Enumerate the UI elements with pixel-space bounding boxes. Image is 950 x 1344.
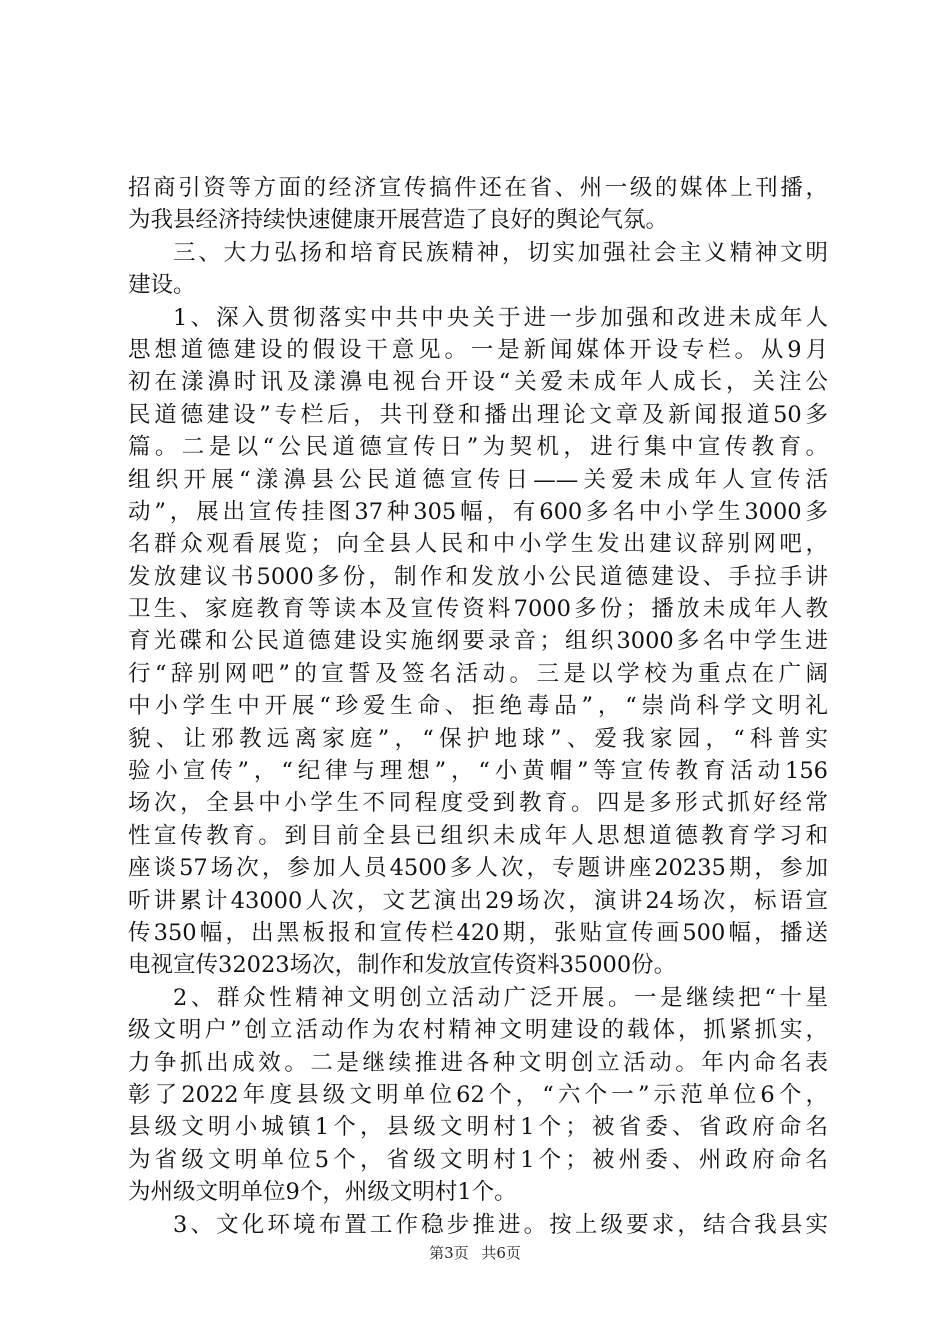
text-line: 思想道德建设的假设干意见。一是新闻媒体开设专栏。从9月 — [128, 336, 828, 363]
text-line: 县级文明小城镇1个，县级文明村1个；被省委、省政府命名 — [128, 1114, 828, 1141]
text-line: 场次，全县中小学生不同程度受到教育。四是多形式抓好经常 — [128, 790, 828, 817]
text-line: 三、大力弘扬和培育民族精神，切实加强社会主义精神文明 — [173, 239, 828, 266]
document-body — [128, 172, 828, 1241]
page-total: 共6页 — [481, 1244, 521, 1262]
text-line: 名群众观看展览；向全县人民和中小学生发出建议辞别网吧， — [128, 531, 828, 558]
text-line: 2、群众性精神文明创立活动广泛开展。一是继续把“十星 — [173, 984, 828, 1011]
text-line: 彰了2022年度县级文明单位62个，“六个一”示范单位6个， — [128, 1081, 828, 1108]
text-line: 动”，展出宣传挂图37种305幅，有600多名中小学生3000多 — [128, 498, 828, 525]
page-number: 第3页 — [429, 1244, 469, 1262]
text-line: 卫生、家庭教育等读本及宣传资料7000多份；播放未成年人教 — [128, 596, 828, 623]
text-line: 貌、让邪教远离家庭”，“保护地球”、爱我家园，“科普实 — [128, 725, 828, 752]
text-line: 初在漾濞时讯及漾濞电视台开设“关爱未成年人成长，关注公 — [128, 369, 828, 396]
text-line: 为州级文明单位9个，州级文明村1个。 — [128, 1179, 517, 1206]
text-line: 1、深入贯彻落实中共中央关于进一步加强和改进未成年人 — [173, 304, 828, 331]
text-line: 传350幅，出黑板报和宣传栏420期，张贴宣传画500幅，播送 — [128, 919, 828, 946]
text-line: 招商引资等方面的经济宣传搞件还在省、州一级的媒体上刊播， — [128, 175, 828, 201]
text-line: 为省级文明单位5个，省级文明村1个；被州委、州政府命名 — [128, 1146, 828, 1173]
text-line: 为我县经济持续快速健康开展营造了良好的舆论气氛。 — [128, 207, 669, 234]
text-line: 建设。 — [128, 272, 196, 299]
text-line: 3、文化环境布置工作稳步推进。按上级要求，结合我县实 — [173, 1211, 828, 1238]
text-line: 级文明户”创立活动作为农村精神文明建设的载体，抓紧抓实， — [128, 1017, 828, 1044]
text-line: 座谈57场次，参加人员4500多人次，专题讲座20235期，参加 — [128, 855, 828, 882]
text-line: 发放建议书5000多份，制作和发放小公民道德建设、手拉手讲 — [128, 563, 828, 590]
page-footer — [0, 1242, 950, 1263]
text-line: 民道德建设”专栏后，共刊登和播出理论文章及新闻报道50多 — [128, 401, 828, 428]
text-line: 验小宣传”，“纪律与理想”，“小黄帽”等宣传教育活动156 — [128, 758, 828, 785]
text-line: 听讲累计43000人次，文艺演出29场次，演讲24场次，标语宣 — [128, 887, 828, 914]
text-line: 育光碟和公民道德建设实施纲要录音；组织3000多名中学生进 — [128, 628, 828, 655]
text-line: 性宣传教育。到目前全县已组织未成年人思想道德教育学习和 — [128, 822, 828, 849]
text-line: 行“辞别网吧”的宣誓及签名活动。三是以学校为重点在广阔 — [128, 660, 828, 687]
text-line: 中小学生中开展“珍爱生命、拒绝毒品”，“崇尚科学文明礼 — [128, 693, 828, 720]
text-line: 力争抓出成效。二是继续推进各种文明创立活动。年内命名表 — [128, 1049, 828, 1076]
text-line: 组织开展“漾濞县公民道德宣传日——关爱未成年人宣传活 — [128, 466, 828, 493]
text-line: 篇。二是以“公民道德宣传日”为契机，进行集中宣传教育。 — [128, 434, 828, 461]
text-line: 电视宣传32023场次，制作和发放宣传资料35000份。 — [128, 952, 677, 979]
